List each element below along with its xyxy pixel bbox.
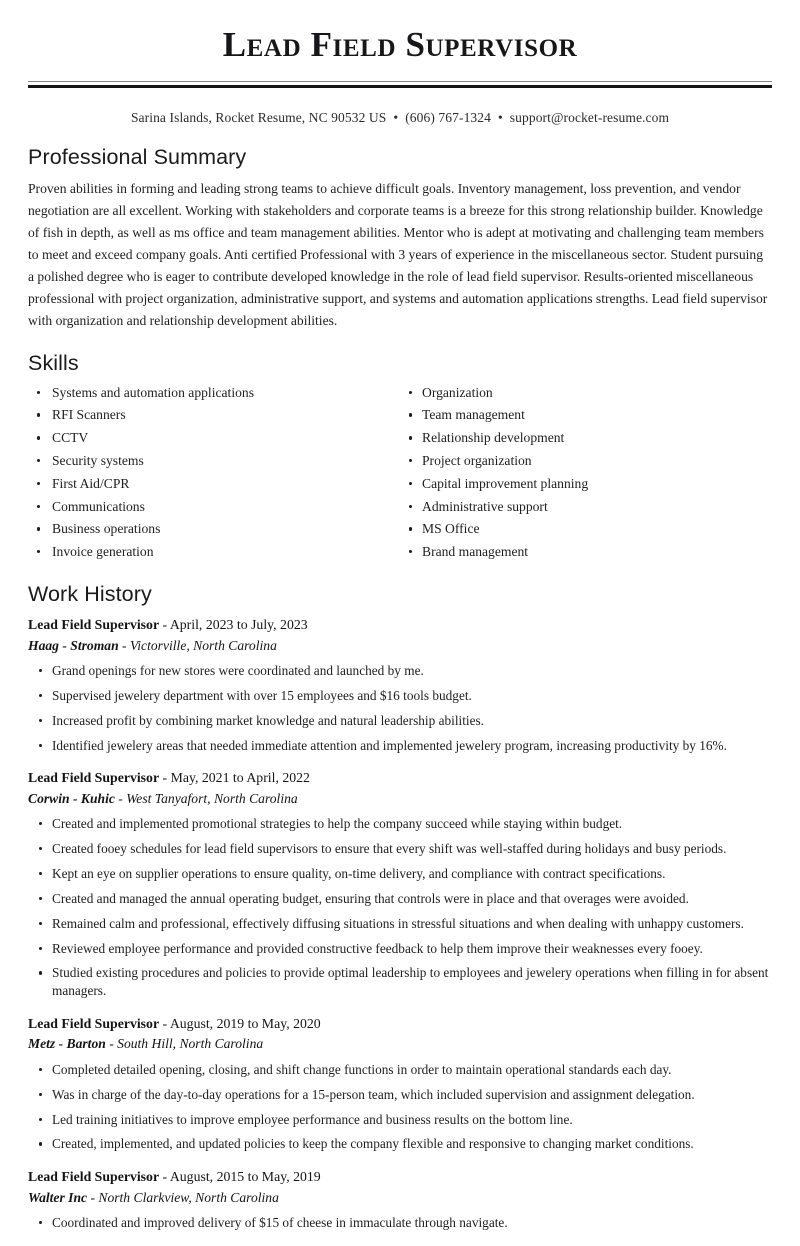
job-dates: April, 2023 to July, 2023: [169, 616, 308, 632]
job-title-line: [28, 615, 772, 636]
skills-list-left: [28, 384, 400, 561]
skill-item: Administrative support: [400, 498, 772, 515]
job-bullet: Grand openings for new stores were coordinated and launched by me.: [28, 662, 772, 680]
job-company-separator: -: [105, 1036, 118, 1052]
skills-column-right: [400, 384, 772, 566]
job-title: Lead Field Supervisor: [28, 1015, 160, 1031]
job-bullet: Created, implemented, and updated policies to keep the company flexible and responsive to changing market conditions.: [28, 1135, 772, 1153]
skill-item: RFI Scanners: [28, 406, 400, 423]
job-title-separator: -: [159, 1015, 170, 1031]
page-title: Lead Field Supervisor: [222, 25, 578, 64]
job-title: Lead Field Supervisor: [28, 1169, 160, 1185]
job-bullet: Coordinated and improved delivery of $15 of cheese in immaculate through navigate.: [28, 1214, 772, 1232]
skill-item: Security systems: [28, 452, 400, 469]
job-dates: August, 2015 to May, 2019: [169, 1169, 321, 1185]
skill-item: First Aid/CPR: [28, 475, 400, 492]
job-bullet: Created and implemented promotional strategies to help the company succeed while staying within budget.: [28, 815, 772, 833]
skill-item: Organization: [400, 384, 772, 401]
skill-item: Team management: [400, 406, 772, 423]
job-bullet: Kept an eye on supplier operations to ensure quality, on-time delivery, and compliance with contract specifications.: [28, 865, 772, 883]
job-dates: May, 2021 to April, 2022: [170, 770, 310, 786]
job-company-line: [28, 1188, 772, 1208]
job-dates: August, 2019 to May, 2020: [169, 1015, 321, 1031]
job-bullet-list: [28, 1061, 772, 1153]
skills-column-left: [28, 384, 400, 566]
section-heading-work-history: Work History: [28, 581, 152, 606]
job-bullet: Increased profit by combining market knowledge and natural leadership abilities.: [28, 712, 772, 730]
section-heading-skills: Skills: [28, 350, 79, 375]
job-location: West Tanyafort, North Carolina: [126, 790, 298, 806]
skill-item: MS Office: [400, 520, 772, 537]
job-bullet: Completed detailed opening, closing, and shift change functions in order to maintain operational standards each day.: [28, 1061, 772, 1079]
job-bullet-list: [28, 662, 772, 754]
skill-item: Relationship development: [400, 429, 772, 446]
job-company-line: [28, 789, 772, 809]
job-company: Corwin - Kuhic: [28, 790, 115, 806]
job-company-separator: -: [118, 637, 130, 653]
job-bullet: Reviewed employee performance and provided constructive feedback to help them improve their weaknesses every fooey.: [28, 940, 772, 958]
work-history-list: [28, 615, 772, 1232]
resume-header: [28, 0, 772, 126]
job-title-separator: -: [159, 616, 170, 632]
contact-separator-2: •: [497, 109, 503, 125]
work-history-entry: [28, 768, 772, 1000]
job-title: Lead Field Supervisor: [28, 616, 160, 632]
skills-columns: [28, 384, 772, 566]
contact-separator-1: •: [393, 109, 399, 125]
job-company-separator: -: [114, 790, 127, 806]
job-bullet: Led training initiatives to improve employee performance and business results on the bottom line.: [28, 1111, 772, 1129]
section-work-history: [28, 582, 772, 1232]
job-company-line: [28, 636, 772, 656]
job-company-line: [28, 1034, 772, 1054]
contact-email[interactable]: support@rocket-resume.com: [509, 109, 670, 125]
job-company: Haag - Stroman: [28, 637, 119, 653]
skill-item: Invoice generation: [28, 543, 400, 560]
work-history-entry: [28, 1167, 772, 1232]
skills-list-right: [400, 384, 772, 561]
job-title: Lead Field Supervisor: [28, 770, 160, 786]
job-bullet: Was in charge of the day-to-day operations for a 15-person team, which included supervision and assignment delegation.: [28, 1086, 772, 1104]
skill-item: Brand management: [400, 543, 772, 560]
skill-item: Capital improvement planning: [400, 475, 772, 492]
skill-item: Systems and automation applications: [28, 384, 400, 401]
skill-item: Project organization: [400, 452, 772, 469]
job-bullet: Supervised jewelery department with over 15 employees and $16 tools budget.: [28, 687, 772, 705]
section-skills: [28, 351, 772, 566]
job-title-line: [28, 768, 772, 789]
job-location: Victorville, North Carolina: [129, 637, 277, 653]
job-bullet: Remained calm and professional, effectively diffusing situations in stressful situations and when dealing with unhappy customers.: [28, 915, 772, 933]
job-bullet-list: [28, 815, 772, 1000]
job-company-separator: -: [87, 1189, 99, 1205]
job-title-line: [28, 1167, 772, 1188]
header-divider: [28, 81, 772, 88]
job-company: Metz - Barton: [28, 1036, 106, 1052]
job-title-line: [28, 1014, 772, 1035]
section-professional-summary: [28, 145, 772, 332]
job-location: North Clarkview, North Carolina: [98, 1189, 279, 1205]
summary-paragraph: Proven abilities in forming and leading strong teams to achieve difficult goals. Inventory management, loss prevention, and vendor negotiation are all excellent. Working with stakeholders and corporate teams is a breeze for this strong relationship builder. Knowledge of fish in depth, as well as ms office and team management abilities. Mentor who is adept at motivating and challenging team members to meet and exceed company goals. Anti certified Professional with 3 years of experience in the miscellaneous sector. Student pursuing a polished degree who is eager to contribute developed knowledge in the role of lead field supervisor. Results-oriented miscellaneous professional with project organization, administrative support, and systems and automation applications strengths. Lead field supervisor with organization and relationship development abilities.: [28, 180, 768, 328]
job-location: South Hill, North Carolina: [117, 1036, 264, 1052]
section-heading-summary: Professional Summary: [28, 144, 247, 169]
skill-item: Communications: [28, 498, 400, 515]
divider-line-thick: [28, 85, 772, 88]
job-bullet: Created fooey schedules for lead field supervisors to ensure that every shift was well-staffed during holidays and busy periods.: [28, 840, 772, 858]
job-title-separator: -: [159, 1169, 170, 1185]
skill-item: Business operations: [28, 520, 400, 537]
job-bullet: Studied existing procedures and policies to provide optimal leadership to employees and jewelery operations when filling in for absent managers.: [28, 964, 772, 999]
contact-address: Sarina Islands, Rocket Resume, NC 90532 US: [130, 109, 387, 125]
work-history-entry: [28, 615, 772, 754]
contact-info: [28, 110, 772, 126]
contact-phone: (606) 767-1324: [405, 109, 491, 125]
job-bullet: Created and managed the annual operating budget, ensuring that controls were in place and that overages were avoided.: [28, 890, 772, 908]
job-title-separator: -: [159, 770, 171, 786]
job-bullet: Identified jewelery areas that needed immediate attention and implemented jewelery program, increasing productivity by 16%.: [28, 737, 772, 755]
skill-item: CCTV: [28, 429, 400, 446]
job-bullet-list: [28, 1214, 772, 1232]
job-company: Walter Inc: [28, 1189, 88, 1205]
